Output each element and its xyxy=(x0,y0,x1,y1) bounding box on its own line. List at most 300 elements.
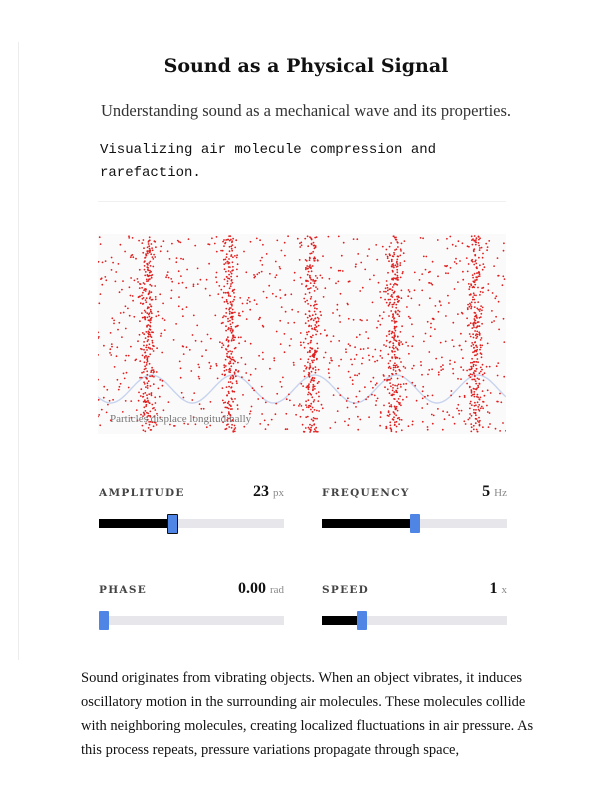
air-particle xyxy=(400,248,402,250)
air-particle xyxy=(149,347,151,349)
air-particle xyxy=(311,348,313,350)
air-particle xyxy=(232,312,234,314)
air-particle xyxy=(146,326,148,328)
air-particle xyxy=(479,425,481,427)
air-particle xyxy=(282,377,284,379)
frequency-value: 5 xyxy=(482,483,491,500)
air-particle xyxy=(261,271,263,273)
air-particle xyxy=(394,334,396,336)
air-particle xyxy=(123,312,125,314)
air-particle xyxy=(215,276,217,278)
air-particle xyxy=(98,332,99,334)
air-particle xyxy=(471,239,473,241)
air-particle xyxy=(478,398,480,400)
air-particle xyxy=(173,339,175,341)
air-particle xyxy=(374,395,376,397)
air-particle xyxy=(335,282,337,284)
air-particle xyxy=(209,244,211,246)
air-particle xyxy=(474,306,476,308)
air-particle xyxy=(458,240,460,242)
air-particle xyxy=(307,268,309,270)
air-particle xyxy=(142,355,144,357)
air-particle xyxy=(471,415,473,417)
air-particle xyxy=(356,336,358,338)
air-particle xyxy=(223,292,225,294)
air-particle xyxy=(316,393,318,395)
air-particle xyxy=(490,392,492,394)
air-particle xyxy=(145,257,147,259)
air-particle xyxy=(145,288,147,290)
air-particle xyxy=(143,345,145,347)
air-particle xyxy=(261,413,263,415)
air-particle xyxy=(155,296,157,298)
phase-slider-thumb[interactable] xyxy=(99,611,109,630)
air-particle xyxy=(152,266,154,268)
air-particle xyxy=(221,374,223,376)
air-particle xyxy=(146,279,148,281)
air-particle xyxy=(138,400,140,402)
air-particle xyxy=(225,348,227,350)
air-particle xyxy=(450,267,452,269)
air-particle xyxy=(304,376,306,378)
air-particle xyxy=(201,341,203,343)
air-particle xyxy=(218,285,220,287)
air-particle xyxy=(492,292,494,294)
air-particle xyxy=(402,343,404,345)
phase-slider[interactable] xyxy=(99,616,284,625)
air-particle xyxy=(480,291,482,293)
air-particle xyxy=(301,405,303,407)
air-particle xyxy=(269,368,271,370)
air-particle xyxy=(470,376,472,378)
air-particle xyxy=(233,363,235,365)
air-particle xyxy=(403,366,405,368)
air-particle xyxy=(497,375,499,377)
air-particle xyxy=(152,408,154,410)
air-particle xyxy=(210,338,212,340)
air-particle xyxy=(376,382,378,384)
air-particle xyxy=(444,265,446,267)
air-particle xyxy=(193,392,195,394)
air-particle xyxy=(308,358,310,360)
air-particle xyxy=(401,325,403,327)
air-particle xyxy=(477,406,479,408)
air-particle xyxy=(382,318,384,320)
air-particle xyxy=(478,404,480,406)
frequency-slider-thumb[interactable] xyxy=(410,514,420,533)
air-particle xyxy=(452,244,454,246)
air-particle xyxy=(457,404,459,406)
air-particle xyxy=(132,254,134,256)
air-particle xyxy=(130,256,132,258)
air-particle xyxy=(160,250,162,252)
air-particle xyxy=(109,352,111,354)
air-particle xyxy=(475,241,477,243)
air-particle xyxy=(422,386,424,388)
air-particle xyxy=(173,425,175,427)
air-particle xyxy=(141,287,143,289)
air-particle xyxy=(396,426,398,428)
air-particle xyxy=(318,318,320,320)
air-particle xyxy=(156,347,158,349)
air-particle xyxy=(117,379,119,381)
air-particle xyxy=(392,342,394,344)
air-particle xyxy=(403,383,405,385)
air-particle xyxy=(149,290,151,292)
air-particle xyxy=(495,295,497,297)
air-particle xyxy=(430,335,432,337)
air-particle xyxy=(477,325,479,327)
air-particle xyxy=(313,420,315,422)
air-particle xyxy=(105,260,107,262)
air-particle xyxy=(449,363,451,365)
air-particle xyxy=(148,292,150,294)
air-particle xyxy=(369,279,371,281)
air-particle xyxy=(472,244,474,246)
air-particle xyxy=(299,242,301,244)
air-particle xyxy=(152,258,154,260)
air-particle xyxy=(342,270,344,272)
air-particle xyxy=(238,312,240,314)
air-particle xyxy=(476,279,478,281)
air-particle xyxy=(479,333,481,335)
air-particle xyxy=(312,384,314,386)
air-particle xyxy=(132,256,134,258)
air-particle xyxy=(137,278,139,280)
air-particle xyxy=(306,334,308,336)
air-particle xyxy=(287,322,289,324)
air-particle xyxy=(337,388,339,390)
air-particle xyxy=(148,240,150,242)
air-particle xyxy=(259,239,261,241)
air-particle xyxy=(368,416,370,418)
air-particle xyxy=(224,374,226,376)
air-particle xyxy=(230,353,232,355)
air-particle xyxy=(312,367,314,369)
air-particle xyxy=(330,359,332,361)
air-particle xyxy=(208,263,210,265)
air-particle xyxy=(308,325,310,327)
air-particle xyxy=(136,409,138,411)
air-particle xyxy=(289,345,291,347)
air-particle xyxy=(151,348,153,350)
air-particle xyxy=(317,259,319,261)
air-particle xyxy=(314,256,316,258)
air-particle xyxy=(143,261,145,263)
air-particle xyxy=(230,369,232,371)
air-particle xyxy=(505,430,506,432)
air-particle xyxy=(387,290,389,292)
frequency-unit: Hz xyxy=(494,487,507,499)
air-particle xyxy=(391,395,393,397)
air-particle xyxy=(498,301,500,303)
air-particle xyxy=(111,257,113,259)
air-particle xyxy=(130,277,132,279)
air-particle xyxy=(459,345,461,347)
air-particle xyxy=(470,284,472,286)
air-particle xyxy=(312,377,314,379)
air-particle xyxy=(151,331,153,333)
air-particle xyxy=(469,369,471,371)
air-particle xyxy=(328,372,330,374)
air-particle xyxy=(258,272,260,274)
air-particle xyxy=(234,296,236,298)
air-particle xyxy=(370,381,372,383)
air-particle xyxy=(153,372,155,374)
speed-slider-thumb[interactable] xyxy=(357,611,367,630)
air-particle xyxy=(110,354,112,356)
air-particle xyxy=(178,270,180,272)
air-particle xyxy=(140,388,142,390)
air-particle xyxy=(143,333,145,335)
air-particle xyxy=(309,315,311,317)
air-particle xyxy=(149,363,151,365)
air-particle xyxy=(308,271,310,273)
air-particle xyxy=(144,399,146,401)
air-particle xyxy=(480,305,482,307)
air-particle xyxy=(389,302,391,304)
air-particle xyxy=(373,377,375,379)
air-particle xyxy=(147,397,149,399)
air-particle xyxy=(223,344,225,346)
air-particle xyxy=(232,330,234,332)
air-particle xyxy=(393,267,395,269)
air-particle xyxy=(305,404,307,406)
air-particle xyxy=(394,322,396,324)
air-particle xyxy=(388,379,390,381)
air-particle xyxy=(229,250,231,252)
air-particle xyxy=(452,322,454,324)
air-particle xyxy=(385,345,387,347)
air-particle xyxy=(155,298,157,300)
air-particle xyxy=(388,299,390,301)
air-particle xyxy=(114,366,116,368)
air-particle xyxy=(316,326,318,328)
air-particle xyxy=(457,378,459,380)
air-particle xyxy=(227,280,229,282)
air-particle xyxy=(312,314,314,316)
air-particle xyxy=(310,279,312,281)
speed-slider[interactable] xyxy=(322,616,507,625)
air-particle xyxy=(398,423,400,425)
air-particle xyxy=(430,327,432,329)
air-particle xyxy=(496,401,498,403)
air-particle xyxy=(482,253,484,255)
air-particle xyxy=(106,412,108,414)
air-particle xyxy=(478,236,480,238)
air-particle xyxy=(337,281,339,283)
air-particle xyxy=(396,261,398,263)
air-particle xyxy=(106,389,108,391)
air-particle xyxy=(263,326,265,328)
air-particle xyxy=(192,334,194,336)
air-particle xyxy=(476,331,478,333)
air-particle xyxy=(225,242,227,244)
air-particle xyxy=(299,246,301,248)
air-particle xyxy=(234,255,236,257)
air-particle xyxy=(235,375,237,377)
air-particle xyxy=(478,378,480,380)
air-particle xyxy=(392,332,394,334)
air-particle xyxy=(139,269,141,271)
air-particle xyxy=(473,388,475,390)
air-particle xyxy=(318,320,320,322)
air-particle xyxy=(318,391,320,393)
air-particle xyxy=(193,284,195,286)
air-particle xyxy=(286,398,288,400)
air-particle xyxy=(147,253,149,255)
air-particle xyxy=(220,289,222,291)
air-particle xyxy=(473,409,475,411)
air-particle xyxy=(231,273,233,275)
air-particle xyxy=(179,361,181,363)
air-particle xyxy=(120,244,122,246)
air-particle xyxy=(310,366,312,368)
air-particle xyxy=(289,400,291,402)
air-particle xyxy=(150,309,152,311)
air-particle xyxy=(479,247,481,249)
air-particle xyxy=(225,258,227,260)
air-particle xyxy=(299,259,301,261)
air-particle xyxy=(228,391,230,393)
air-particle xyxy=(428,282,430,284)
air-particle xyxy=(399,311,401,313)
air-particle xyxy=(357,429,359,431)
air-particle xyxy=(393,345,395,347)
air-particle xyxy=(473,337,475,339)
air-particle xyxy=(119,291,121,293)
air-particle xyxy=(193,285,195,287)
air-particle xyxy=(440,304,442,306)
air-particle xyxy=(249,301,251,303)
air-particle xyxy=(316,321,318,323)
air-particle xyxy=(427,429,429,431)
air-particle xyxy=(238,314,240,316)
air-particle xyxy=(310,427,312,429)
air-particle xyxy=(502,284,504,286)
air-particle xyxy=(315,372,317,374)
air-particle xyxy=(319,311,321,313)
air-particle xyxy=(153,254,155,256)
air-particle xyxy=(232,383,234,385)
air-particle xyxy=(315,427,317,429)
air-particle xyxy=(437,275,439,277)
air-particle xyxy=(368,355,370,357)
air-particle xyxy=(392,387,394,389)
amplitude-slider[interactable] xyxy=(99,519,284,528)
page-subtitle: Understanding sound as a mechanical wave and its properties. xyxy=(100,101,512,120)
air-particle xyxy=(165,276,167,278)
air-particle xyxy=(352,379,354,381)
air-particle xyxy=(310,296,312,298)
air-particle xyxy=(311,252,313,254)
air-particle xyxy=(316,330,318,332)
air-particle xyxy=(314,324,316,326)
air-particle xyxy=(473,281,475,283)
air-particle xyxy=(467,304,469,306)
air-particle xyxy=(307,361,309,363)
frequency-slider[interactable] xyxy=(322,519,507,528)
amplitude-slider-thumb[interactable] xyxy=(167,514,178,534)
air-particle xyxy=(497,257,499,259)
air-particle xyxy=(275,261,277,263)
air-particle xyxy=(235,239,237,241)
frequency-readout xyxy=(482,483,507,501)
air-particle xyxy=(411,345,413,347)
air-particle xyxy=(479,310,481,312)
air-particle xyxy=(117,329,119,331)
air-particle xyxy=(316,304,318,306)
air-particle xyxy=(380,350,382,352)
air-particle xyxy=(396,269,398,271)
air-particle xyxy=(472,277,474,279)
air-particle xyxy=(396,401,398,403)
air-particle xyxy=(263,291,265,293)
air-particle xyxy=(475,414,477,416)
air-particle xyxy=(394,283,396,285)
air-particle xyxy=(471,345,473,347)
air-particle xyxy=(475,404,477,406)
air-particle xyxy=(318,325,320,327)
air-particle xyxy=(387,353,389,355)
air-particle xyxy=(151,247,153,249)
air-particle xyxy=(473,429,475,431)
air-particle xyxy=(306,332,308,334)
air-particle xyxy=(168,401,170,403)
air-particle xyxy=(395,414,397,416)
air-particle xyxy=(391,266,393,268)
air-particle xyxy=(393,369,395,371)
air-particle xyxy=(150,385,152,387)
air-particle xyxy=(475,295,477,297)
air-particle xyxy=(395,307,397,309)
air-particle xyxy=(367,255,369,257)
air-particle xyxy=(248,297,250,299)
air-particle xyxy=(150,371,152,373)
air-particle xyxy=(388,415,390,417)
air-particle xyxy=(314,282,316,284)
air-particle xyxy=(432,261,434,263)
air-particle xyxy=(138,240,140,242)
air-particle xyxy=(379,324,381,326)
air-particle xyxy=(314,290,316,292)
air-particle xyxy=(450,395,452,397)
air-particle xyxy=(303,370,305,372)
air-particle xyxy=(128,387,130,389)
air-particle xyxy=(396,259,398,261)
air-particle xyxy=(341,255,343,257)
air-particle xyxy=(205,288,207,290)
air-particle xyxy=(143,371,145,373)
air-particle xyxy=(470,373,472,375)
air-particle xyxy=(146,263,148,265)
air-particle xyxy=(151,277,153,279)
air-particle xyxy=(155,402,157,404)
air-particle xyxy=(332,312,334,314)
air-particle xyxy=(489,412,491,414)
air-particle xyxy=(155,246,157,248)
air-particle xyxy=(275,413,277,415)
air-particle xyxy=(145,253,147,255)
air-particle xyxy=(242,303,244,305)
air-particle xyxy=(228,386,230,388)
air-particle xyxy=(158,315,160,317)
air-particle xyxy=(320,275,322,277)
air-particle xyxy=(494,297,496,299)
air-particle xyxy=(474,255,476,257)
air-particle xyxy=(454,261,456,263)
air-particle xyxy=(391,336,393,338)
